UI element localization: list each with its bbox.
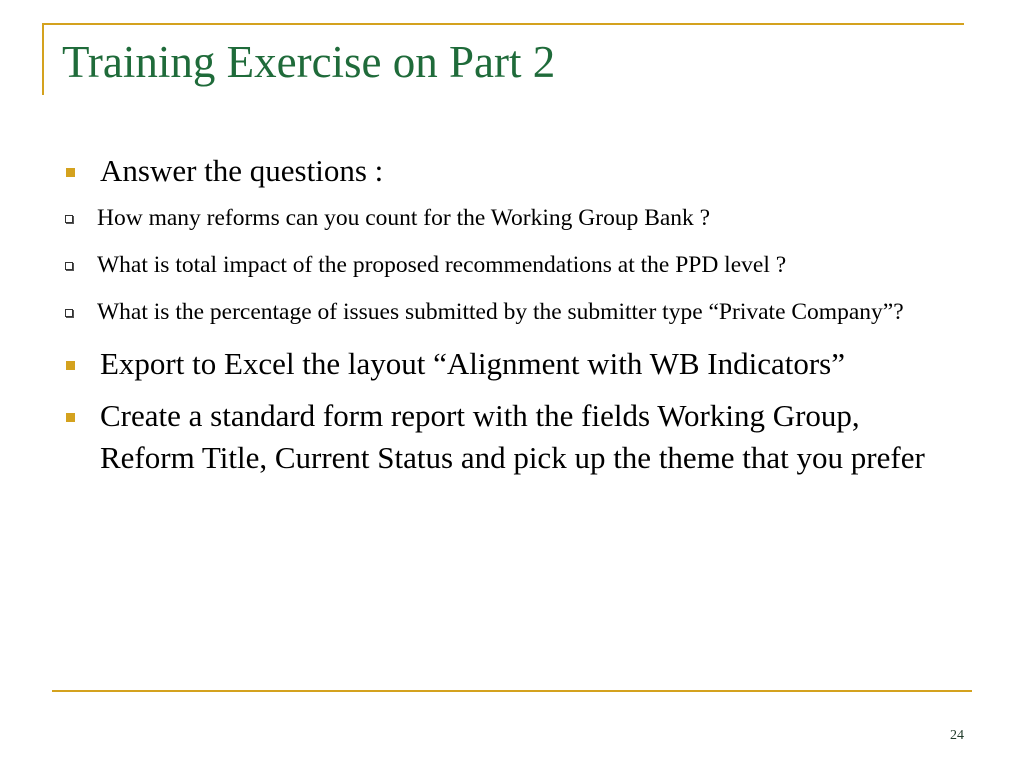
slide-title: Training Exercise on Part 2 [62, 37, 556, 87]
hollow-square-bullet-icon [65, 215, 73, 223]
square-bullet-icon [66, 413, 75, 422]
sub-bullet-text: What is total impact of the proposed recommendations at the PPD level ? [97, 252, 787, 278]
bullet-export-excel [60, 343, 960, 385]
bullet-text: Answer the questions : [100, 153, 384, 188]
top-border-line [42, 23, 964, 25]
bullet-text: Create a standard form report with the fields Working Group, Reform Title, Current Status and pick up the theme that you prefer [100, 398, 925, 475]
left-border-line [42, 23, 44, 95]
hollow-square-bullet-icon [65, 262, 73, 270]
bullet-text: Export to Excel the layout “Alignment with WB Indicators” [100, 346, 845, 381]
footer-divider [52, 690, 972, 692]
sub-bullet-text: What is the percentage of issues submitted by the submitter type “Private Company”? [97, 299, 904, 325]
sub-bullet-question [57, 202, 960, 235]
bullet-create-report [60, 395, 960, 479]
page-number: 24 [950, 728, 964, 743]
sub-bullet-question [57, 249, 960, 282]
sub-bullet-question [57, 296, 960, 329]
slide-body [60, 150, 960, 489]
bullet-answer-questions [60, 150, 960, 192]
square-bullet-icon [66, 361, 75, 370]
sub-bullet-list [60, 202, 960, 329]
hollow-square-bullet-icon [65, 309, 73, 317]
sub-bullet-text: How many reforms can you count for the Working Group Bank ? [97, 205, 711, 231]
square-bullet-icon [66, 168, 75, 177]
